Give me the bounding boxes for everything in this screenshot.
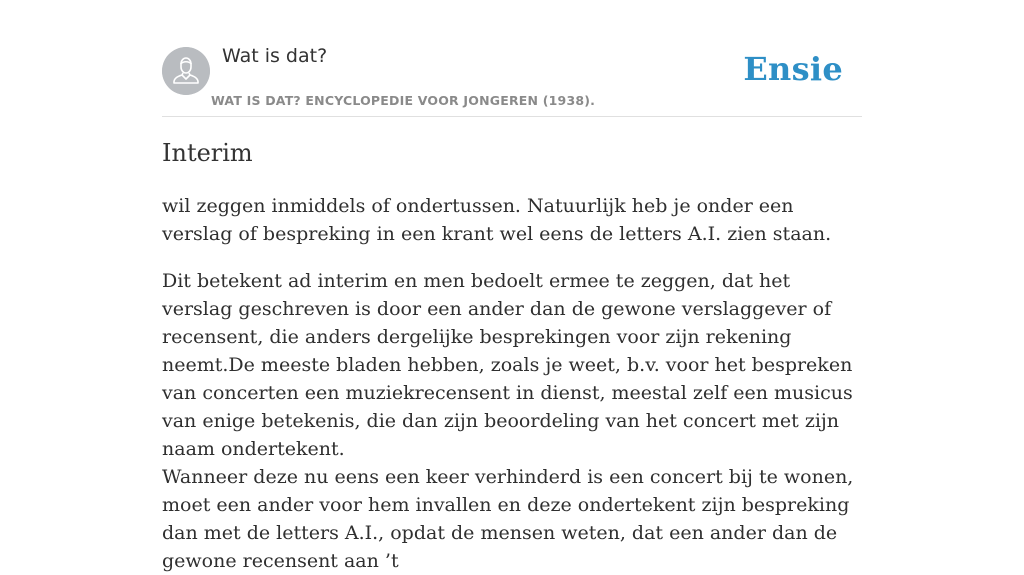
- entry-paragraph: Dit betekent ad interim en men bedoelt ermee te zeggen, dat het verslag geschreven is door een ander dan de gewone verslaggever of recensent, die anders dergelijke besprekingen voor zijn rekening neemt.De meeste bladen hebben, zoals je weet, b.v. voor het bespreken van concerten een muziekrecensent in dienst, meestal zelf een musicus van enige betekenis, die dan zijn beoordeling van het concert met zijn naam ondertekent.: [162, 270, 853, 460]
- avatar-graphic: [162, 47, 210, 95]
- entry-paragraph: Wanneer deze nu eens een keer verhinderd is een concert bij te wonen, moet een ander voor hem invallen en deze ondertekent zijn bespreking dan met de letters A.I., opdat de mensen weten, dat een ander dan de gewone recensent aan ’t: [162, 466, 854, 572]
- page: [162, 0, 862, 572]
- source-subtitle[interactable]: WAT IS DAT? ENCYCLOPEDIE VOOR JONGEREN (1938).: [211, 93, 596, 108]
- entry-paragraph: wil zeggen inmiddels of ondertussen. Natuurlijk heb je onder een verslag of bespreking in een krant wel eens de letters A.I. zien staan.: [162, 195, 832, 245]
- brand-logo-link[interactable]: Ensie: [743, 50, 843, 88]
- entry-title: Interim: [162, 139, 253, 167]
- source-title[interactable]: Wat is dat?: [222, 45, 328, 67]
- source-header: [162, 0, 862, 117]
- entry-body: [162, 192, 862, 575]
- user-silhouette-icon[interactable]: [162, 47, 210, 95]
